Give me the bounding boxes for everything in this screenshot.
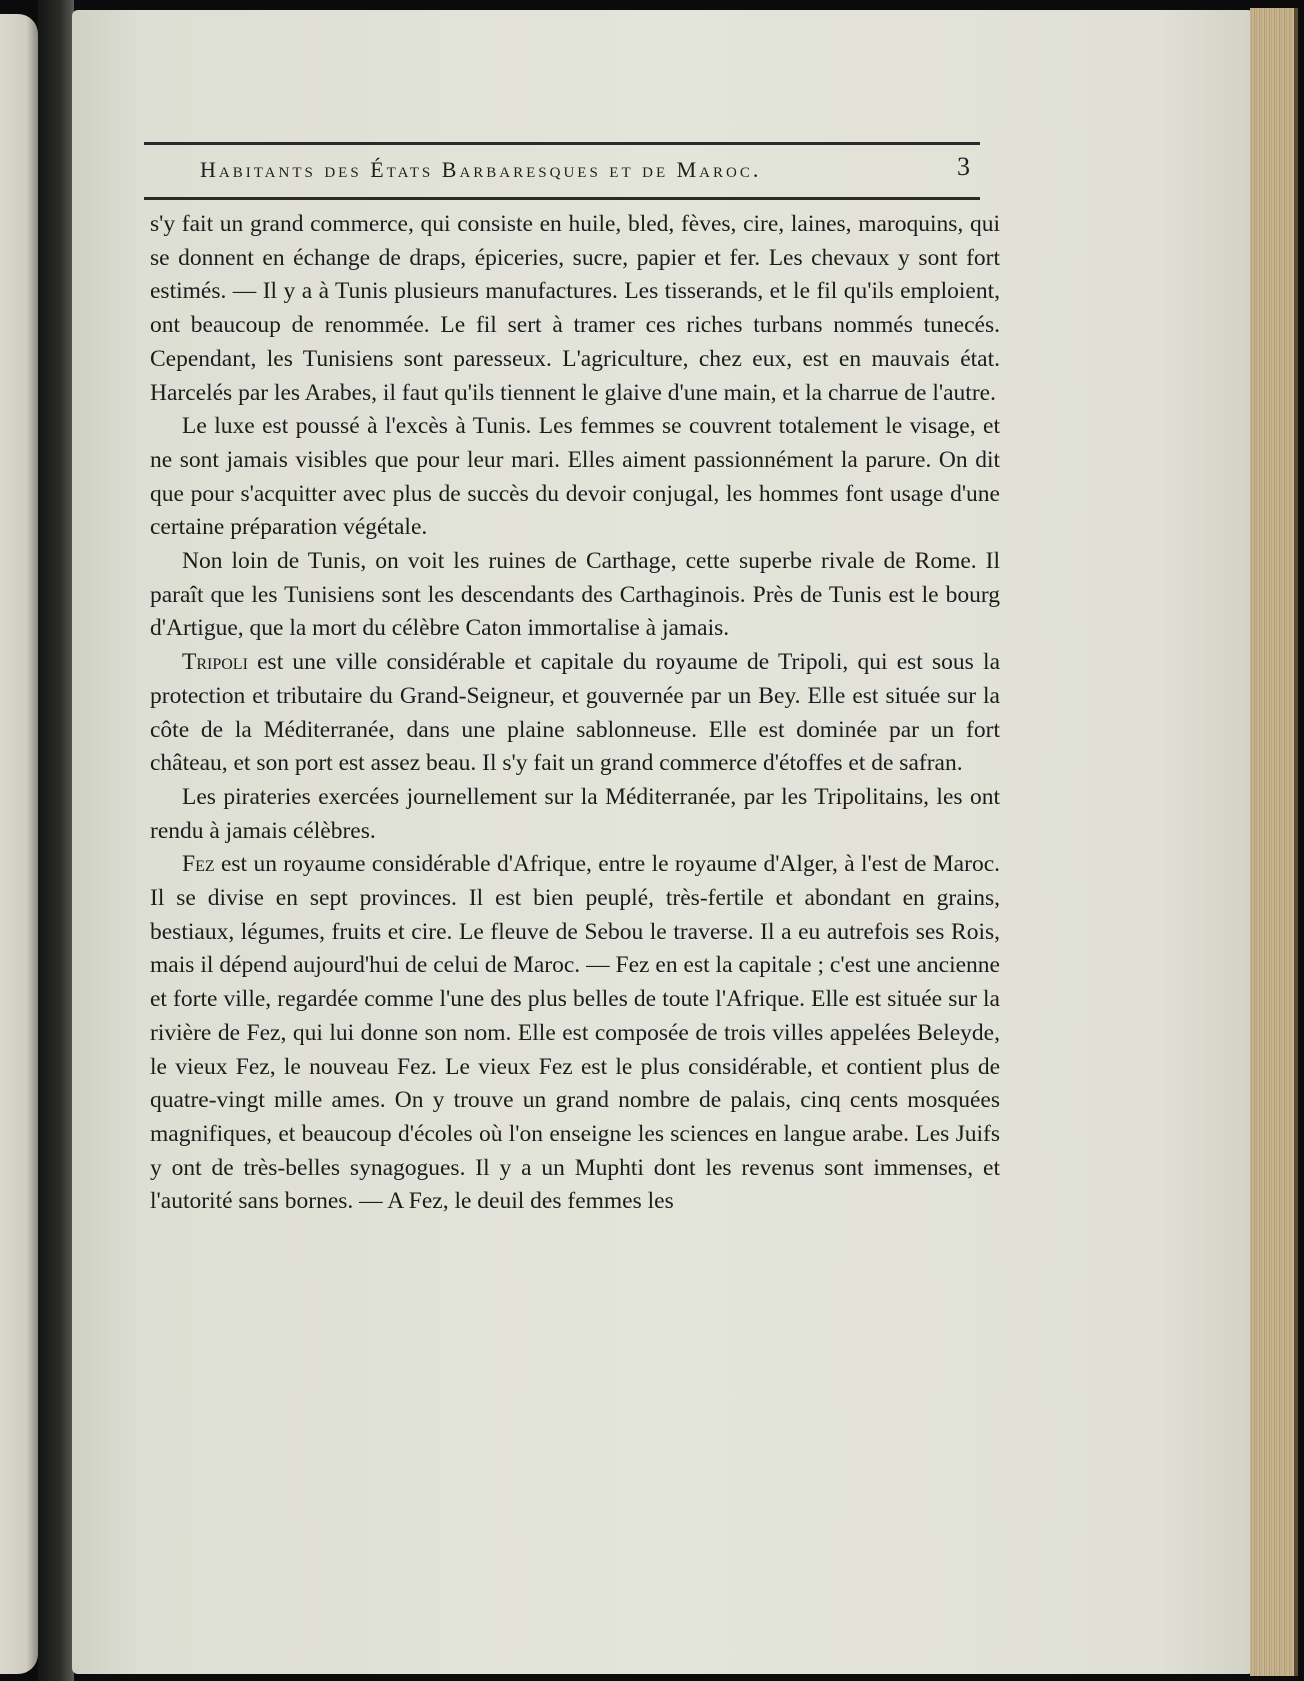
paragraph-lead: Tripoli (182, 649, 248, 676)
paragraph-text: Non loin de Tunis, on voit les ruines de Carthage, cette superbe rivale de Rome. Il paraît que les Tunisiens sont les descendants des Carthaginois. Près de Tunis est le bourg d'Artigue, que la mort du célèbre Caton immortalise à jamais. (150, 548, 1000, 642)
paragraph (150, 208, 1000, 410)
body-text (150, 208, 1000, 1219)
paragraph-text: Les pirateries exercées journellement sur la Méditerranée, par les Tripolitains, les ont rendu à jamais célèbres. (150, 783, 1000, 844)
page-number: 3 (957, 152, 970, 181)
running-head (144, 142, 980, 200)
paragraph (150, 781, 1000, 848)
paragraph-text: est un royaume considérable d'Afrique, entre le royaume d'Alger, à l'est de Maroc. Il se divise en sept provinces. Il est bien peuplé, très-fertile et abondant en grains, bestiaux, légumes, fruits et cire. Le fleuve de Sebou le traverse. Il a eu autrefois ses Rois, mais il dépend aujourd'hui de celui de Maroc. — Fez en est la capitale ; c'est une ancienne et forte ville, regardée comme l'une des plus belles de toute l'Afrique. Elle est située sur la rivière de Fez, qui lui donne son nom. Elle est composée de trois villes appelées Beleyde, le vieux Fez, le nouveau Fez. Le vieux Fez est le plus considérable, et contient plus de quatre-vingt mille ames. On y trouve un grand nombre de palais, cinq cents mosquées magnifiques, et beaucoup d'écoles où l'on enseigne les sciences en langue arabe. Les Juifs y ont de très-belles synagogues. Il y a un Muphti dont les revenus sont immenses, et l'autorité sans bornes. — A Fez, le deuil des femmes les (150, 851, 1000, 1215)
header-rule-bottom (144, 197, 980, 200)
running-head-title: Habitants des États Barbaresques et de Maroc. (200, 157, 762, 182)
header-rule-top (144, 142, 980, 145)
page-edges (1250, 8, 1298, 1676)
book-gutter (38, 0, 74, 1681)
paragraph (150, 848, 1000, 1219)
paragraph (150, 646, 1000, 781)
facing-page-edge (0, 14, 38, 1674)
paragraph-lead: Fez (182, 851, 215, 878)
paragraph-text: est une ville considérable et capitale du royaume de Tripoli, qui est sous la protection et tributaire du Grand-Seigneur, et gouvernée par un Bey. Elle est située sur la côte de la Méditerranée, dans une plaine sablonneuse. Elle est dominée par un fort château, et son port est assez beau. Il s'y fait un grand commerce d'étoffes et de safran. (150, 649, 1000, 777)
paragraph-text: s'y fait un grand commerce, qui consiste en huile, bled, fèves, cire, laines, maroquins, qui se donnent en échange de draps, épiceries, sucre, papier et fer. Les chevaux y sont fort estimés. — Il y a à Tunis plusieurs manufactures. Les tisserands, et le fil qu'ils emploient, ont beaucoup de renommée. Le fil sert à tramer ces riches turbans nommés tunecés. Cependant, les Tunisiens sont paresseux. L'agriculture, chez eux, est en mauvais état. Harcelés par les Arabes, il faut qu'ils tiennent le glaive d'une main, et la charrue de l'autre. (150, 211, 1000, 406)
paragraph-text: Le luxe est poussé à l'excès à Tunis. Les femmes se couvrent totalement le visage, et ne sont jamais visibles que pour leur mari. Elles aiment passionnément la parure. On dit que pour s'acquitter avec plus de succès du devoir conjugal, les hommes font usage d'une certaine préparation végétale. (150, 413, 1000, 541)
paragraph (150, 545, 1000, 646)
paragraph (150, 410, 1000, 545)
